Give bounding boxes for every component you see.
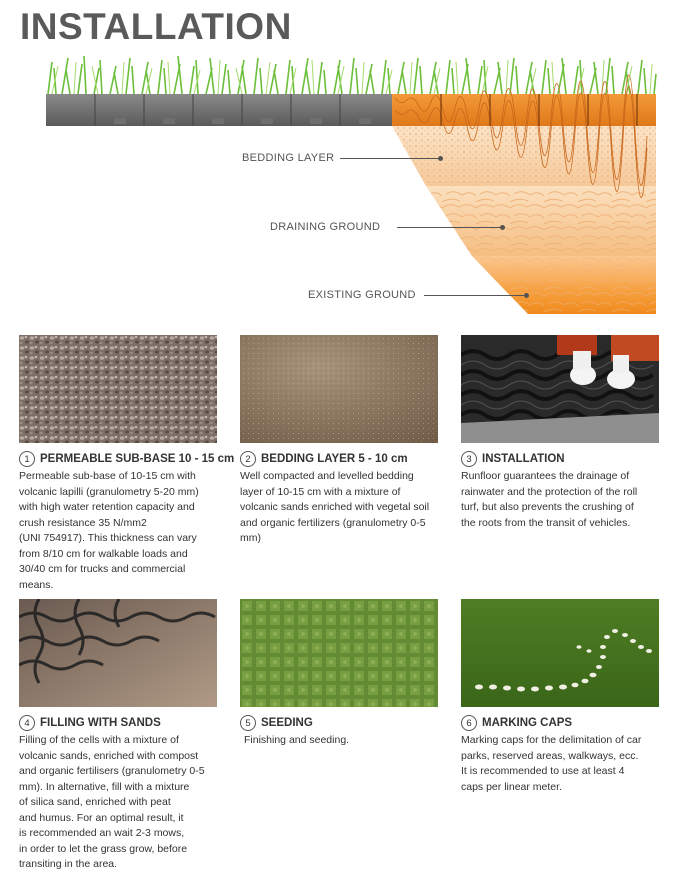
- photo-filling-with-sands: [19, 599, 217, 707]
- step-1-line: with high water retention capacity and: [19, 501, 195, 513]
- step-3-line: Runfloor guarantees the drainage of: [461, 470, 630, 482]
- step-1-title: PERMEABLE SUB-BASE 10 - 15 cm: [40, 453, 235, 465]
- step-2-line: Well compacted and levelled bedding: [240, 470, 414, 482]
- step-3-line: rainwater and the protection of the roll: [461, 485, 638, 498]
- photo-bedding-layer: [240, 335, 438, 443]
- step-5-description: [244, 733, 444, 749]
- step-6-description: [461, 733, 661, 795]
- photo-seeding: [240, 599, 438, 707]
- step-2-line: mm): [240, 532, 261, 544]
- step-2-number: 2: [240, 451, 256, 467]
- step-1-line: (UNI 754917). This thickness can vary: [19, 532, 197, 544]
- existing-ground-label: EXISTING GROUND: [308, 289, 416, 301]
- page-title: INSTALLATION: [20, 6, 292, 47]
- step-3-title: INSTALLATION: [482, 453, 565, 465]
- photo-marking-caps: [461, 599, 659, 707]
- step-6-heading: [461, 715, 572, 731]
- step-5-line: Finishing and seeding.: [244, 734, 350, 746]
- existing-ground-leader: [424, 295, 526, 296]
- step-4-heading: [19, 715, 161, 731]
- step-4-line: and organic fertilisers (granulometry 0-5: [19, 765, 205, 777]
- step-1-line: from 8/10 cm for walkable loads and: [19, 547, 188, 560]
- step-4-description: [19, 733, 219, 873]
- photo-installation: [461, 335, 659, 443]
- step-4-title: FILLING WITH SANDS: [40, 717, 161, 729]
- step-1-line: Permeable sub-base of 10-15 cm with: [19, 470, 196, 482]
- bedding-layer-leader: [340, 158, 440, 159]
- cross-section-illustration: [0, 48, 674, 318]
- bedding-layer-label: BEDDING LAYER: [242, 152, 335, 164]
- step-1-description: [19, 469, 219, 593]
- step-6-line: parks, reserved areas, walkways, ecc.: [461, 749, 639, 762]
- step-4-line: Filling of the cells with a mixture of: [19, 734, 179, 746]
- step-3-line: the roots from the transit of vehicles.: [461, 516, 631, 529]
- step-1-heading: [19, 451, 234, 467]
- step-3-heading: [461, 451, 565, 467]
- step-6-line: It is recommended to use at least 4: [461, 765, 625, 777]
- step-2-line: and organic fertilizers (granulometry 0-5: [240, 516, 426, 529]
- step-1-number: 1: [19, 451, 35, 467]
- step-3-line: turf, but also prevents the crushing of: [461, 501, 634, 513]
- step-3-number: 3: [461, 451, 477, 467]
- draining-ground-leader: [397, 227, 502, 228]
- step-6-line: caps per linear meter.: [461, 780, 562, 793]
- step-5-title: SEEDING: [261, 717, 313, 729]
- step-4-line: mm). In alternative, fill with a mixture: [19, 780, 190, 793]
- step-4-line: in order to let the grass grow, before: [19, 842, 188, 855]
- step-6-line: Marking caps for the delimitation of car: [461, 734, 642, 746]
- step-5-number: 5: [240, 715, 256, 731]
- step-4-number: 4: [19, 715, 35, 731]
- photo-permeable-sub-base: [19, 335, 217, 443]
- step-2-description: [240, 469, 440, 547]
- step-1-line: 30/40 cm for trucks and commercial: [19, 563, 186, 575]
- step-4-line: volcanic sands, enriched with compost: [19, 749, 199, 762]
- step-1-line: volcanic lapilli (granulometry 5-20 mm): [19, 485, 199, 498]
- step-4-line: is recommended an wait 2-3 mows,: [19, 827, 185, 839]
- step-5-heading: [240, 715, 313, 731]
- step-2-heading: [240, 451, 408, 467]
- step-2-line: volcanic sands enriched with vegetal soil: [240, 501, 430, 513]
- step-4-line: and humus. For an optimal result, it: [19, 811, 184, 824]
- step-6-number: 6: [461, 715, 477, 731]
- installation-cross-section: [0, 48, 674, 318]
- step-6-title: MARKING CAPS: [482, 717, 573, 729]
- step-2-line: layer of 10-15 cm with a mixture of: [240, 485, 401, 498]
- draining-ground-label: DRAINING GROUND: [270, 221, 381, 233]
- step-1-line: crush resistance 35 N/mm2: [19, 516, 147, 529]
- step-4-line: transiting in the area.: [19, 858, 118, 870]
- step-2-title: BEDDING LAYER 5 - 10 cm: [261, 453, 408, 465]
- step-3-description: [461, 469, 661, 531]
- step-4-line: of silica sand, enriched with peat: [19, 796, 171, 808]
- step-1-line: means.: [19, 578, 54, 591]
